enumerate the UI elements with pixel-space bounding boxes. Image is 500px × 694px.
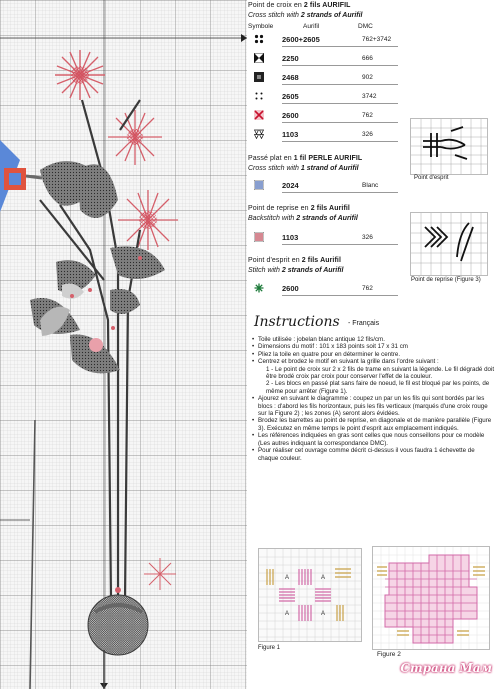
blue-bars-symbol-icon — [254, 180, 264, 190]
col-aurifil: Aurifil — [303, 23, 320, 30]
instruction-item: • Ajourez en suivant le diagramme : coupez un par un les fils qui sont bordés par les blocs : d'abord les fils horizontaux, puis les fils verticaux (marqués d'une croix rouge sur la Figure 2) ; les zones (A) seront alors évidées. — [252, 395, 496, 417]
star-flower-mid-center — [127, 129, 143, 145]
pink-cross-symbol-icon — [254, 110, 264, 120]
darning-diagram-caption: Point de reprise (Figure 3) — [411, 277, 481, 283]
esprit-diagram-caption: Point d'esprit — [414, 175, 449, 181]
figure-2-diagram — [372, 546, 490, 650]
instructions-language: - Français — [348, 320, 380, 327]
watermark: Страна Мам — [400, 661, 492, 675]
black-triangles-symbol-icon — [254, 53, 264, 63]
instruction-panel — [248, 0, 500, 689]
red-bars-symbol-icon — [254, 232, 264, 242]
col-dmc: DMC — [358, 23, 373, 30]
figure-2-caption: Figure 2 — [377, 651, 401, 658]
legend-row: 2600+2605 762+3742 — [248, 33, 398, 47]
fig1-label-a: A — [321, 611, 326, 617]
instruction-item: • Pliez la toile en quatre pour en déterminer le centre. — [252, 351, 496, 358]
instruction-item: • Brodez les barrettes au point de reprise, en diagonale et de manière parallèle (Figure 3). Exécutez en même temps le point d'esprit aux emplacement indiqués. — [252, 417, 496, 432]
darning-stitch-diagram — [410, 212, 488, 276]
legend-row: 2600 762 — [248, 109, 398, 123]
esprit-stitch-diagram — [410, 118, 488, 175]
esprit-stitch-title: Point d'esprit en 2 fils Aurifil — [248, 257, 341, 264]
small-dots-symbol-icon — [254, 91, 264, 101]
instructions-list — [252, 336, 496, 462]
legend-row: 1103 326 — [248, 231, 398, 245]
figure-1-diagram — [258, 548, 362, 642]
legend-row: 2024 Blanc — [248, 179, 398, 193]
outline-triangles-symbol-icon — [254, 129, 264, 139]
legend-row: 2468 902 — [248, 71, 398, 85]
fig1-label-a: A — [285, 611, 290, 617]
col-symbole: Symbole — [248, 23, 274, 30]
legend-row: 2250 666 — [248, 52, 398, 66]
instruction-subitem: 2 - Les blocs en passé plat sans faire de noeud, le fil est bloqué par les points, de même pour arrêter (Figure 1). — [266, 380, 490, 395]
green-star-symbol-icon — [254, 283, 264, 293]
instruction-item: • Centrez et brodez le motif en suivant la grille dans l'ordre suivant : — [252, 358, 496, 365]
fig1-label-a: A — [285, 575, 290, 581]
instruction-item: • Dimensions du motif : 101 x 183 points soit 17 x 31 cm — [252, 343, 496, 350]
instruction-item: • Toile utilisée : jobelan blanc antique 12 fils/cm. — [252, 336, 496, 343]
instruction-item: • Les références indiquées en gras sont celles que nous conseillons pour ce modèle (Les autres indiquant la correspondance DMC). — [252, 432, 496, 447]
star-flower-top-center — [71, 66, 89, 84]
instruction-item: • Pour réaliser cet ouvrage comme décrit ci-dessus il vous faudra 1 échevette de chaque couleur. — [252, 447, 496, 462]
darning-stitch-subtitle: Backstitch with 2 strands of Aurifil — [248, 215, 358, 222]
instruction-subitem: 1 - Le point de croix sur 2 x 2 fils de trame en suivant la légende. Le fil dégradé doit être brodé croix par croix pour conserver l'effet de la couleur. — [266, 365, 495, 381]
chart-grid — [0, 0, 247, 689]
instructions-title: Instructions — [254, 314, 340, 330]
fig1-label-a: A — [321, 575, 326, 581]
cross-stitch-subtitle: Cross stitch with 2 strands of Aurifil — [248, 12, 363, 19]
star-flower-right-center — [139, 211, 157, 229]
legend-row: 2600 762 — [248, 282, 398, 296]
cross-stitch-chart — [0, 0, 247, 689]
darning-stitch-title: Point de reprise en 2 fils Aurifil — [248, 205, 350, 212]
legend-row: 2605 3742 — [248, 90, 398, 104]
esprit-stitch-subtitle: Stitch with 2 strands of Aurifil — [248, 267, 344, 274]
legend-row: 1103 326 — [248, 128, 398, 142]
figure-1-caption: Figure 1 — [258, 645, 281, 651]
dark-square-symbol-icon — [254, 72, 264, 82]
flat-stitch-title: Passé plat en 1 fil PERLE AURIFIL — [248, 155, 363, 162]
flat-stitch-subtitle: Cross stitch with 1 strand of Aurifil — [248, 165, 359, 172]
cross-stitch-title: Point de croix en 2 fils AURIFIL — [248, 2, 351, 9]
dots-symbol-icon — [254, 34, 264, 44]
